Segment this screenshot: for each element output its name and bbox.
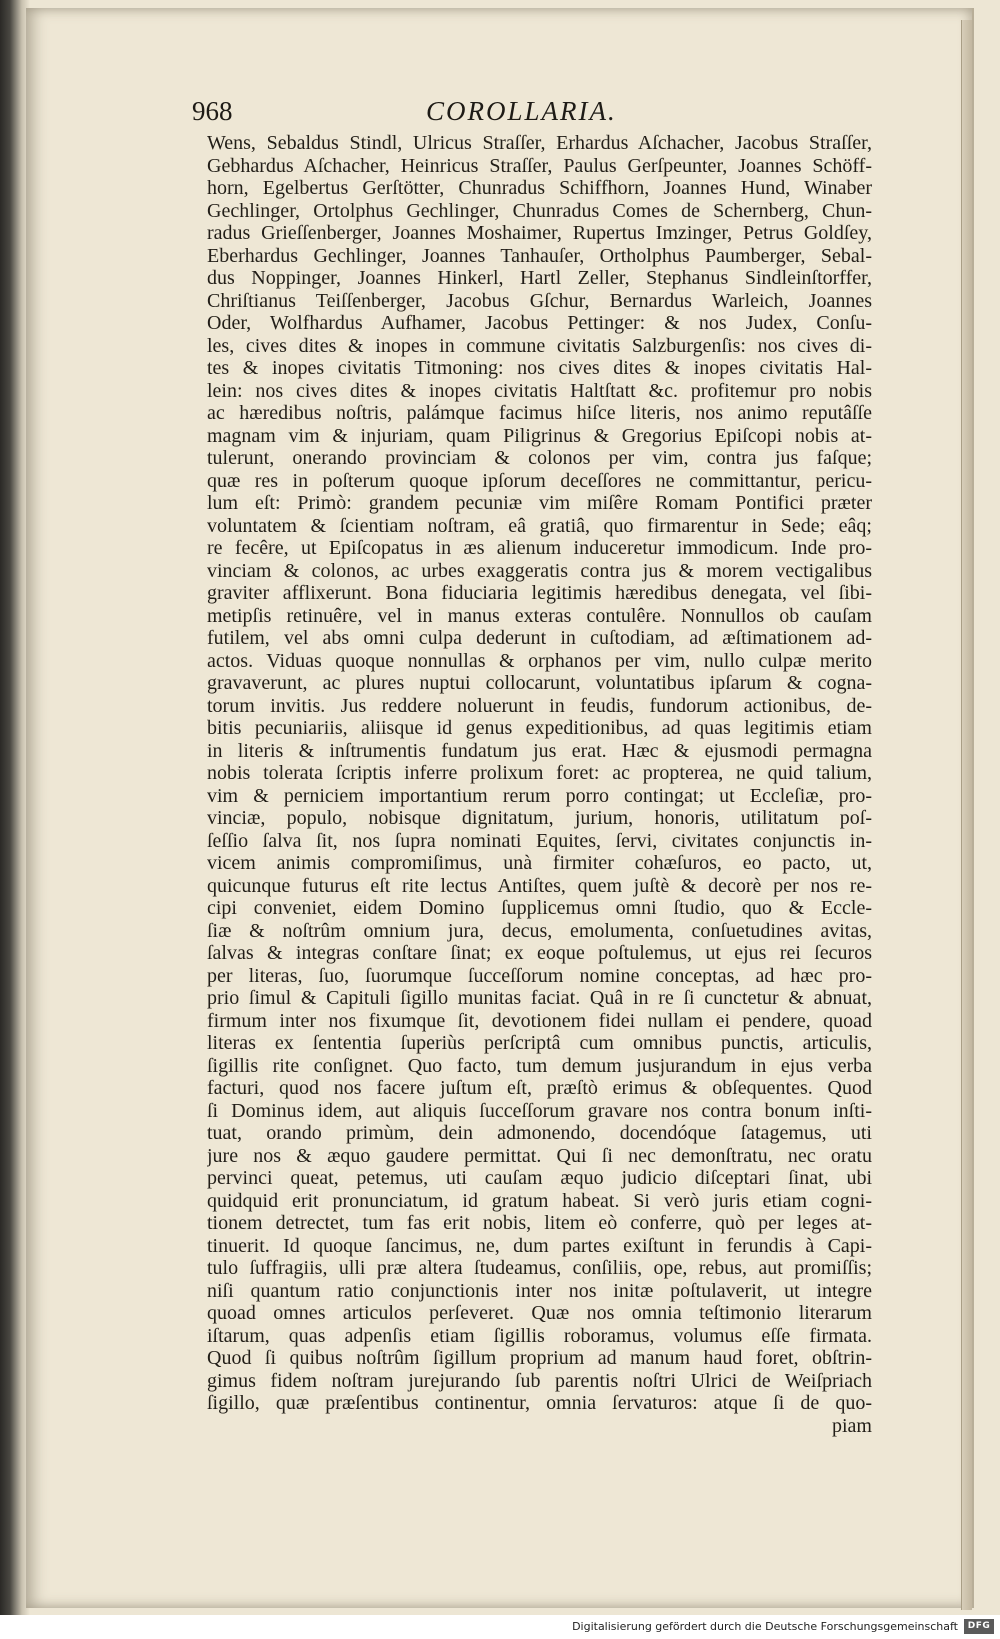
funding-credit: Digitalisierung gefördert durch die Deutsche Forschungsgemeinschaft bbox=[572, 1620, 958, 1633]
text-line: ſi Dominus idem, aut aliquis ſucceſſorum gravare nos contra bonum inſti- bbox=[207, 1099, 872, 1122]
text-line: quæ res in poſterum quoque ipſorum deceſſores ne committantur, pericu- bbox=[207, 469, 872, 492]
text-line: lein: nos cives dites & inopes civitatis Haltſtatt &c. profitemur pro nobis bbox=[207, 379, 872, 402]
text-line: ſigillis rite conſignet. Quo facto, tum demum jusjurandum in ejus verba bbox=[207, 1054, 872, 1077]
text-line: niſi quantum ratio conjunctionis inter nos initæ poſtulaverit, ut integre bbox=[207, 1279, 872, 1302]
text-line: pervinci queat, petemus, uti cauſam æquo judicio diſceptari ſinat, ubi bbox=[207, 1167, 872, 1189]
text-line: prio ſimul & Capituli ſigillo munitas faciat. Quâ in re ſi cunctetur & abnuat, bbox=[207, 987, 872, 1009]
text-line: Chriſtianus Teiſſenberger, Jacobus Gſchur, Bernardus Warleich, Joannes bbox=[207, 289, 872, 312]
text-line: in literis & inſtrumentis fundatum jus erat. Hæc & ejusmodi permagna bbox=[207, 739, 872, 762]
text-line: literas ex ſententia ſuperiùs perſcriptâ cum omnibus punctis, articulis, bbox=[207, 1032, 872, 1054]
text-line: Wens, Sebaldus Stindl, Ulricus Straſſer, Erhardus Aſchacher, Jacobus Straſſer, bbox=[207, 132, 872, 154]
text-line: vinciæ, populo, nobisque dignitatum, jurium, honoris, utilitatum poſ- bbox=[207, 807, 872, 829]
text-line: Gebhardus Aſchacher, Heinricus Straſſer, Paulus Gerſpeunter, Joannes Schöff- bbox=[207, 154, 872, 177]
text-line: ac hæredibus noſtris, palámque facimus hiſce literis, nos animo reputâſſe bbox=[207, 402, 872, 424]
text-line: metipſis retinuêre, vel in manus exteras contulêre. Nonnullos ob cauſam bbox=[207, 604, 872, 627]
text-line: vim & perniciem importantium rerum porro contingat; ut Eccleſiæ, pro- bbox=[207, 784, 872, 807]
text-line: vinciam & colonos, ac urbes exaggeratis contra jus & morem vectigalibus bbox=[207, 559, 872, 582]
text-line: ſiæ & noſtrûm omnium jura, decus, emolumenta, conſuetudines avitas, bbox=[207, 919, 872, 942]
text-line: voluntatem & ſcientiam noſtram, eâ gratiâ, quo firmarentur in Sede; eâq; bbox=[207, 514, 872, 537]
text-line: re fecêre, ut Epiſcopatus in æs alienum induceretur immodicum. Inde pro- bbox=[207, 537, 872, 559]
text-line: quidquid erit pronunciatum, id gratum habeat. Si verò juris etiam cogni- bbox=[207, 1189, 872, 1212]
text-line: gravaverunt, ac plures nuptui collocarunt, voluntatibus ipſarum & cogna- bbox=[207, 672, 872, 694]
text-line: ſigillo, quæ præſentibus continentur, omnia ſervaturos: atque ſi de quo- bbox=[207, 1392, 872, 1414]
text-line: gimus fidem noſtram jurejurando ſub parentis noſtri Ulrici de Weiſpriach bbox=[207, 1369, 872, 1392]
text-line: magnam vim & injuriam, quam Piligrinus & Gregorius Epiſcopi nobis at- bbox=[207, 424, 872, 447]
text-line: futilem, vel abs omni culpa dederunt in cuſtodiam, ad æſtimationem ad- bbox=[207, 627, 872, 649]
text-line: tes & inopes civitatis Titmoning: nos cives dites & inopes civitatis Hal- bbox=[207, 357, 872, 379]
text-line: tuat, orando primùm, dein admonendo, docendóque ſatagemus, uti bbox=[207, 1122, 872, 1144]
text-line: quicunque futurus eſt rite lectus Antiſtes, quem juſtè & decorè per nos re- bbox=[207, 874, 872, 897]
text-line: radus Grieſſenberger, Joannes Moshaimer, Rupertus Imzinger, Petrus Goldſey, bbox=[207, 222, 872, 244]
text-line: bitis pecuniariis, aliisque id genus expeditionibus, ad quas legitimis etiam bbox=[207, 717, 872, 739]
text-line: actos. Viduas quoque nonnullas & orphanos per vim, nullo culpæ merito bbox=[207, 649, 872, 672]
text-line: Quod ſi quibus noſtrûm ſigillum proprium ad manum haud foret, obſtrin- bbox=[207, 1347, 872, 1369]
running-title: COROLLARIA. bbox=[426, 96, 617, 126]
text-line: lum eſt: Primò: grandem pecuniæ vim miſêre Romam Pontifici præter bbox=[207, 492, 872, 514]
text-line: Gechlinger, Ortolphus Gechlinger, Chunradus Comes de Schernberg, Chun- bbox=[207, 199, 872, 222]
text-line: graviter afflixerunt. Bona fiduciaria legitimis hæredibus denegata, vel ſibi- bbox=[207, 582, 872, 604]
page-number: 968 bbox=[192, 96, 233, 126]
text-line: tulo ſuffragiis, ulli præ altera ſtudeamus, conſiliis, ope, rebus, aut promiſſis; bbox=[207, 1257, 872, 1279]
text-line: iſtarum, quas adpenſis etiam ſigillis roboramus, volumus eſſe firmata. bbox=[207, 1324, 872, 1347]
text-line: firmum inter nos fixumque ſit, devotionem fidei nullam ei pendere, quoad bbox=[207, 1009, 872, 1032]
text-line: per literas, ſuo, ſuorumque ſucceſſorum nomine conceptas, ad hæc pro- bbox=[207, 964, 872, 987]
text-line: cipi conveniet, eidem Domino ſupplicemus omni ſtudio, quo & Eccle- bbox=[207, 897, 872, 919]
text-line: ſalvas & integras conſtare ſinat; ex eoque poſtulemus, ut ejus rei ſecuros bbox=[207, 942, 872, 964]
text-line: dus Noppinger, Joannes Hinkerl, Hartl Zeller, Stephanus Sindleinſtorffer, bbox=[207, 267, 872, 289]
running-header bbox=[192, 96, 892, 130]
text-line: Eberhardus Gechlinger, Joannes Tanhauſer, Ortholphus Paumberger, Sebal- bbox=[207, 244, 872, 267]
text-line: vicem animis compromiſimus, unà firmiter cohæſuros, eo pacto, ut, bbox=[207, 852, 872, 874]
text-line: tulerunt, onerando provinciam & colonos per vim, contra jus faſque; bbox=[207, 447, 872, 469]
text-line: tinuerit. Id quoque ſancimus, ne, dum partes exiſtunt in ferundis à Capi- bbox=[207, 1234, 872, 1257]
text-line: les, cives dites & inopes in commune civitatis Salzburgenſis: nos cives di- bbox=[207, 334, 872, 357]
text-line: jure nos & æquo gaudere permittat. Qui ſi nec demonſtratu, nec oratu bbox=[207, 1144, 872, 1167]
text-line: Oder, Wolfhardus Aufhamer, Jacobus Pettinger: & nos Judex, Conſu- bbox=[207, 312, 872, 334]
text-line: ſeſſio ſalva ſit, nos ſupra nominati Equites, ſervi, civitates conjunctis in- bbox=[207, 829, 872, 852]
text-line: torum invitis. Jus reddere noluerunt in feudis, fundorum actionibus, de- bbox=[207, 694, 872, 717]
footer-bar bbox=[0, 1615, 1000, 1639]
text-line: facturi, quod nos facere juſtum eſt, præſtò erimus & obſequentes. Quod bbox=[207, 1077, 872, 1099]
text-line: quoad omnes articulos perſeveret. Quæ nos omnia teſtimonio literarum bbox=[207, 1302, 872, 1324]
body-text bbox=[207, 132, 872, 1437]
page-edge bbox=[961, 20, 972, 1610]
catchword: piam bbox=[832, 1414, 872, 1437]
dfg-logo: DFG bbox=[964, 1619, 994, 1634]
text-line: tionem detrectet, tum fas erit nobis, litem eò conferre, quò per leges at- bbox=[207, 1212, 872, 1234]
text-line: horn, Egelbertus Gerſtötter, Chunradus Schiffhorn, Joannes Hund, Winaber bbox=[207, 177, 872, 199]
text-line: nobis tolerata ſcriptis inferre prolixum foret: ac propterea, ne quid talium, bbox=[207, 762, 872, 784]
